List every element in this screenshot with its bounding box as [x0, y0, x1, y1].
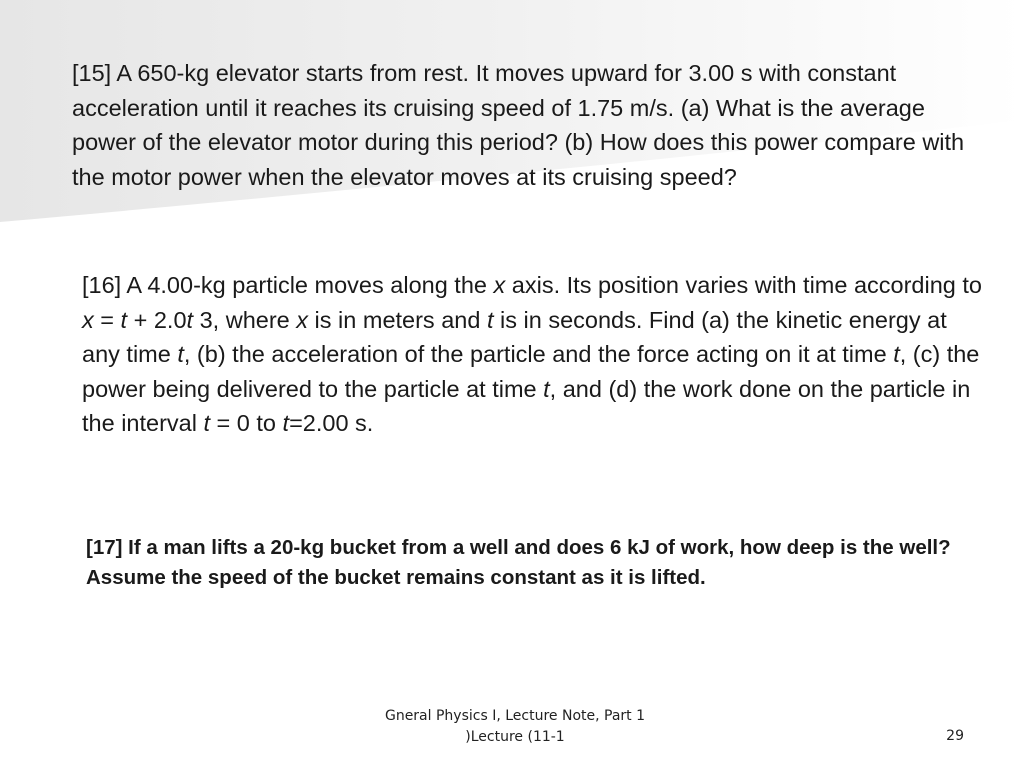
page-number: 29 — [946, 728, 964, 744]
variable: t — [186, 306, 194, 333]
variable: t — [893, 341, 900, 367]
text-run: , (b) the acceleration of the particle and the force acting on it at time — [183, 341, 894, 367]
text-run: = 0 to — [210, 410, 283, 436]
footer-title: Gneral Physics I, Lecture Note, Part 1 — [384, 708, 646, 724]
variable: x — [82, 306, 94, 333]
text-run: , and (d) the work done on the particle in the interval — [82, 375, 971, 436]
problem-15: [15] A 650-kg elevator starts from rest. It moves upward for 3.00 s with constant acceleration until it reaches its cruising speed of 1.75 m/s. (a) What is the average power of the elevator motor during this period? (b) How does this power compare with the motor power when the elevator moves at its cruising speed? — [72, 60, 965, 190]
text-run: = — [93, 306, 121, 333]
text-run: is in meters and — [308, 306, 487, 333]
variable: x — [296, 306, 309, 333]
variable: x — [493, 272, 506, 298]
text-run: axis. Its position varies with time according to — [505, 272, 982, 298]
variable: t — [486, 306, 494, 333]
variable: t — [543, 375, 550, 402]
text-run: + 2.0 — [127, 306, 187, 333]
variable: t — [282, 410, 290, 436]
problem-16 — [82, 268, 982, 441]
variable: t — [120, 306, 128, 333]
footer-subtitle: )Lecture (11-1 — [465, 729, 565, 745]
variable: t — [203, 410, 211, 436]
slide-footer — [360, 706, 670, 748]
variable: t — [177, 341, 184, 367]
text-run: =2.00 s. — [289, 410, 374, 436]
problem-17: [17] If a man lifts a 20-kg bucket from a well and does 6 kJ of work, how deep is the well? Assume the speed of the bucket remains constant as it is lifted. — [86, 536, 951, 589]
text-run: is in seconds. Find (a) the kinetic energy at any time — [82, 306, 947, 367]
text-run: 3, where — [193, 306, 297, 333]
text-run: , (c) the power being delivered to the particle at time — [82, 341, 980, 402]
text-run: [16] A 4.00-kg particle moves along the — [82, 272, 494, 298]
